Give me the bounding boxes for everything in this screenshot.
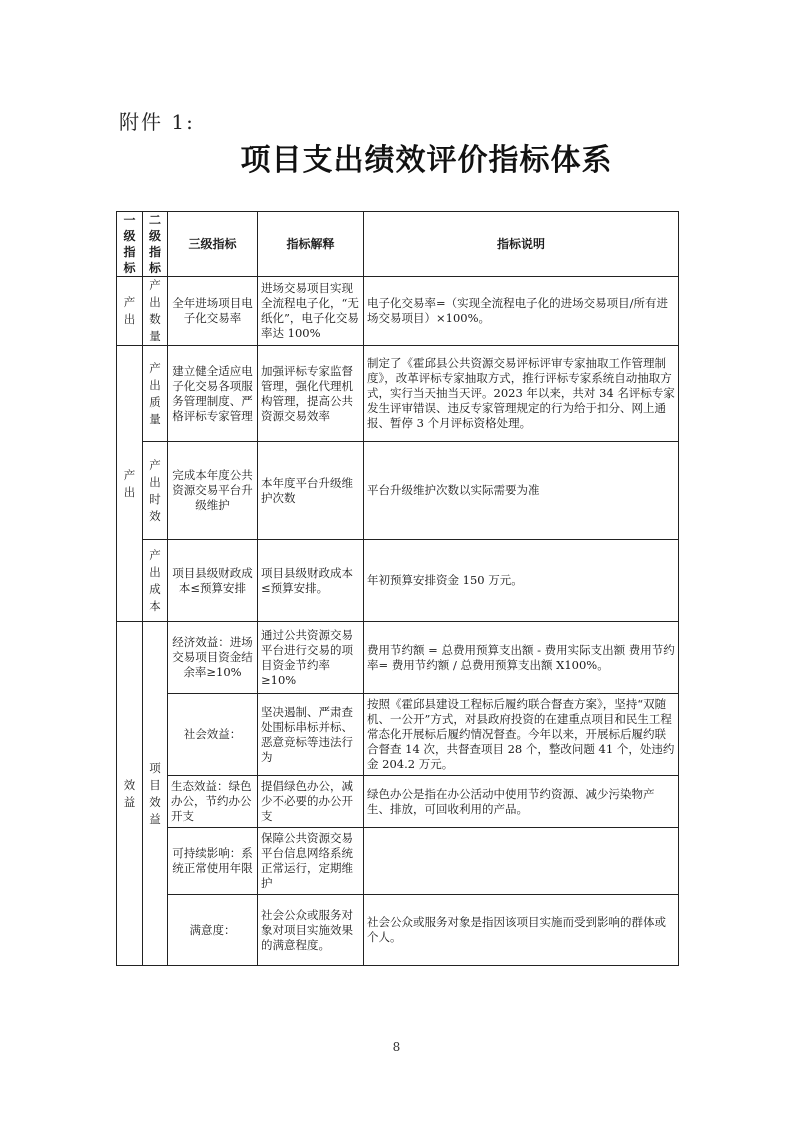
level3-cell: 全年进场项目电子化交易率 <box>168 277 258 346</box>
header-level3: 三级指标 <box>168 212 258 277</box>
level3-cell: 项目县级财政成本≤预算安排 <box>168 540 258 622</box>
level3-cell: 满意度： <box>168 895 258 966</box>
header-description: 指标说明 <box>364 212 679 277</box>
page-title: 项目支出绩效评价指标体系 <box>240 143 613 178</box>
attachment-label: 附件 1: <box>119 110 195 134</box>
explanation-cell: 项目县级财政成本≤预算安排。 <box>258 540 364 622</box>
explanation-cell: 加强评标专家监督管理，强化代理机构管理，提高公共资源交易效率 <box>258 346 364 442</box>
level3-cell: 建立健全适应电子化交易各项服务管理制度、严格评标专家管理 <box>168 346 258 442</box>
table-row <box>117 346 679 442</box>
table-header-row <box>117 212 679 277</box>
table-row <box>117 442 679 540</box>
description-cell: 费用节约额 = 总费用预算支出额 - 费用实际支出额 费用节约率= 费用节约额 / 总费用预算支出额 X100%。 <box>364 622 679 694</box>
level3-cell: 社会效益： <box>168 694 258 776</box>
description-cell: 绿色办公是指在办公活动中使用节约资源、减少污染物产生、排放，可回收利用的产品。 <box>364 776 679 828</box>
level3-cell: 生态效益：绿色办公，节约办公开支 <box>168 776 258 828</box>
table-row <box>117 277 679 346</box>
table-row <box>117 895 679 966</box>
table-row <box>117 540 679 622</box>
explanation-cell: 坚决遏制、严肃查处围标串标并标、恶意竞标等违法行为 <box>258 694 364 776</box>
description-cell <box>364 828 679 895</box>
description-cell: 年初预算安排资金 150 万元。 <box>364 540 679 622</box>
level2-cell: 产出质量 <box>143 346 168 442</box>
indicator-table <box>116 211 679 966</box>
level2-cell: 项目效益 <box>143 622 168 966</box>
level1-cell: 效益 <box>117 622 143 966</box>
level1-cell: 产出 <box>117 346 143 622</box>
explanation-cell: 本年度平台升级维护次数 <box>258 442 364 540</box>
table-row <box>117 828 679 895</box>
level3-cell: 经济效益：进场交易项目资金结余率≥10% <box>168 622 258 694</box>
level3-cell: 可持续影响：系统正常使用年限 <box>168 828 258 895</box>
description-cell: 制定了《霍邱县公共资源交易评标评审专家抽取工作管理制度》，改革评标专家抽取方式，推行评标专家系统自动抽取方式，实行当天抽当天评。2023 年以来，共对 34 名评标专家发生评审错误、违反专家管理规定的行为给于扣分、网上通报、暂停 3 个月评标资格处理。 <box>364 346 679 442</box>
explanation-cell: 提倡绿色办公，减少不必要的办公开支 <box>258 776 364 828</box>
level3-cell: 完成本年度公共资源交易平台升级维护 <box>168 442 258 540</box>
description-cell: 平台升级维护次数以实际需要为准 <box>364 442 679 540</box>
table-row <box>117 776 679 828</box>
description-cell: 电子化交易率=（实现全流程电子化的进场交易项目/所有进场交易项目）×100%。 <box>364 277 679 346</box>
level2-cell: 产出成本 <box>143 540 168 622</box>
description-cell: 按照《霍邱县建设工程标后履约联合督查方案》，坚持“双随机、一公开”方式，对县政府投资的在建重点项目和民生工程常态化开展标后履约情况督查。今年以来，开展标后履约联合督查 14 次，共督查项目 28 个，整改问题 41 个，处违约金 204.2 万元。 <box>364 694 679 776</box>
header-level2: 二级指标 <box>143 212 168 277</box>
header-explanation: 指标解释 <box>258 212 364 277</box>
page-number: 8 <box>392 1040 401 1054</box>
level2-cell: 产出数量 <box>143 277 168 346</box>
level1-cell: 产出 <box>117 277 143 346</box>
level2-cell: 产出时效 <box>143 442 168 540</box>
explanation-cell: 通过公共资源交易平台进行交易的项目资金节约率≥10% <box>258 622 364 694</box>
table-row <box>117 622 679 694</box>
description-cell: 社会公众或服务对象是指因该项目实施而受到影响的群体或个人。 <box>364 895 679 966</box>
explanation-cell: 保障公共资源交易平台信息网络系统正常运行，定期维护 <box>258 828 364 895</box>
header-level1: 一级指标 <box>117 212 143 277</box>
explanation-cell: 进场交易项目实现全流程电子化，“无纸化”，电子化交易率达 100% <box>258 277 364 346</box>
table-row <box>117 694 679 776</box>
explanation-cell: 社会公众或服务对象对项目实施效果的满意程度。 <box>258 895 364 966</box>
